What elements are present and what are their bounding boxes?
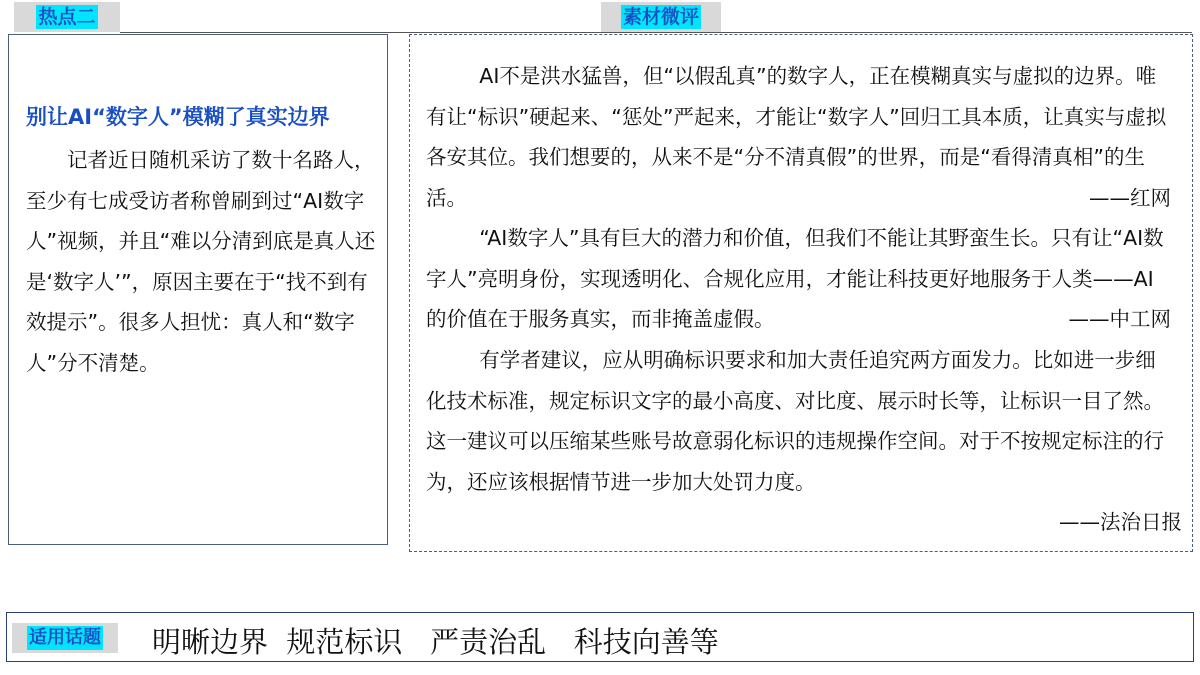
news-headline: 别让AI“数字人”模糊了真实边界 bbox=[26, 105, 330, 129]
hot-topic-label: 热点二 bbox=[38, 6, 96, 28]
topics-list: 明晰边界 规范标识 严责治乱 科技向善等 bbox=[152, 625, 719, 659]
comment-source: ——法治日报 bbox=[1059, 510, 1182, 534]
hot-topic-tag bbox=[14, 2, 120, 32]
material-comment-label: 素材微评 bbox=[622, 6, 699, 28]
material-comment-tag bbox=[601, 2, 721, 32]
header-divider bbox=[120, 32, 1192, 33]
comment-paragraph bbox=[426, 218, 1171, 340]
comment-source: ——红网 bbox=[1089, 185, 1171, 210]
comment-paragraph bbox=[426, 340, 1171, 502]
applicable-topics-label: 适用话题 bbox=[29, 627, 101, 648]
comment-text: 有学者建议，应从明确标识要求和加大责任追究两方面发力。比如进一步细化技术标准，规定标识文字的最小高度、对比度、展示时长等，让标识一目了然。这一建议可以压缩某些账号故意弱化标识的违规操作空间。对于不按规定标注的行为，还应该根据情节进一步加大处罚力度。 bbox=[426, 348, 1164, 494]
applicable-topics-tag bbox=[12, 623, 118, 653]
comment-text: AI不是洪水猛兽，但“以假乱真”的数字人，正在模糊真实与虚拟的边界。唯有让“标识”硬起来、“惩处”严起来，才能让“数字人”回归工具本质，让真实与虚拟各安其位。我们想要的，从来不是“分不清真假”的世界，而是“看得清真相”的生活。 bbox=[426, 64, 1167, 210]
news-body: 记者近日随机采访了数十名路人，至少有七成受访者称曾刷到过“AI数字人”视频，并且“难以分清到底是真人还是‘数字人’”，原因主要在于“找不到有效提示”。很多人担忧：真人和“数字人”分不清楚。 bbox=[26, 148, 376, 375]
comment-paragraph bbox=[426, 56, 1171, 218]
comment-source: ——中工网 bbox=[1068, 307, 1171, 331]
comment-text: “AI数字人”具有巨大的潜力和价值，但我们不能让其野蛮生长。只有让“AI数字人”亮明身份，实现透明化、合规化应用，才能让科技更好地服务于人类——AI的价值在于服务真实，而非掩盖虚假。 bbox=[426, 226, 1164, 331]
